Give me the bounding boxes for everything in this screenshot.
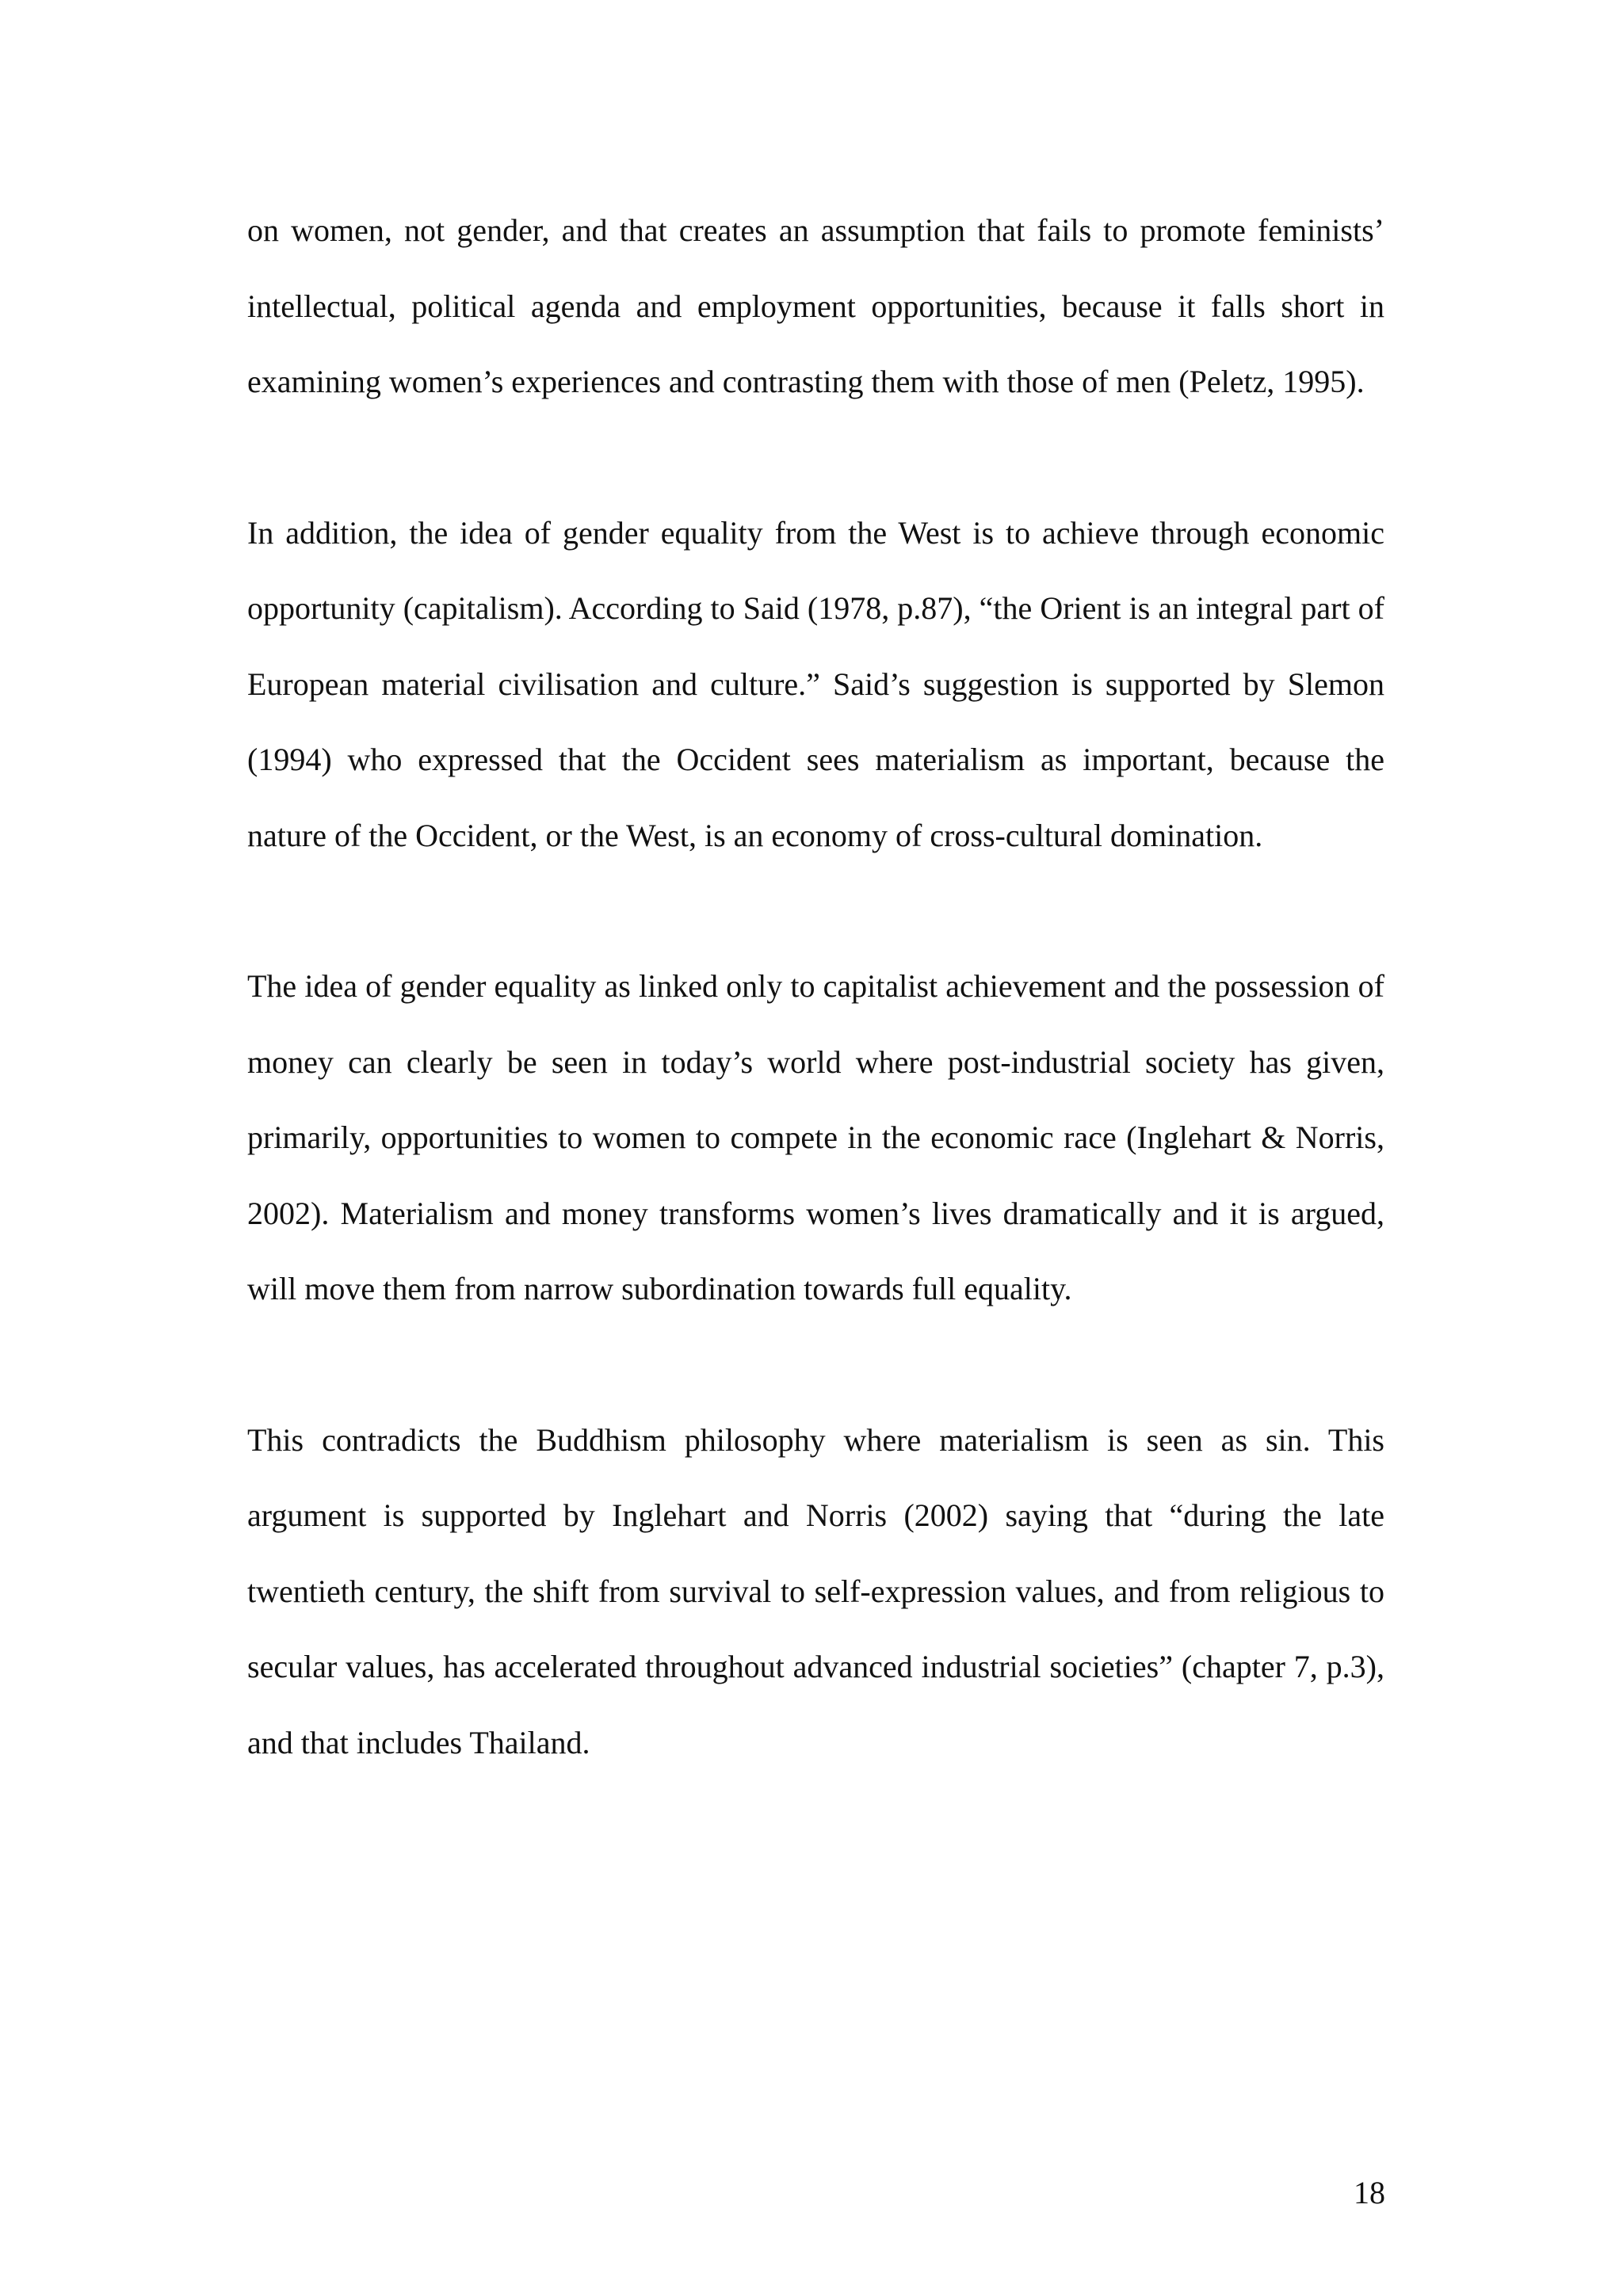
paragraph-4: This contradicts the Buddhism philosophy where materialism is seen as sin. This argument is supported by Inglehart and Norris (2002) saying that “during the late twentieth century, the shift from survival to self-expression values, and from religious to secular values, has accelerated throughout advanced industrial societies” (chapter 7, p.3), and that includes Thailand. <box>247 1421 1384 1760</box>
body-text <box>247 193 1384 1780</box>
page-number: 18 <box>1354 2175 1385 2210</box>
paragraph-2: In addition, the idea of gender equality from the West is to achieve through economic opportunity (capitalism). According to Said (1978, p.87), “the Orient is an integral part of European material civilisation and culture.” Said’s suggestion is supported by Slemon (1994) who expressed that the Occident sees materialism as important, because the nature of the Occident, or the West, is an economy of cross-cultural domination. <box>247 514 1384 853</box>
paragraph-3: The idea of gender equality as linked only to capitalist achievement and the possession of money can clearly be seen in today’s world where post-industrial society has given, primarily, opportunities to women to compete in the economic race (Inglehart & Norris, 2002). Materialism and money transforms women’s lives dramatically and it is argued, will move them from narrow subordination towards full equality. <box>247 968 1384 1306</box>
paragraph-1: on women, not gender, and that creates an assumption that fails to promote feminists’ intellectual, political agenda and employment opportunities, because it falls short in examining women’s experiences and contrasting them with those of men (Peletz, 1995). <box>247 212 1384 399</box>
